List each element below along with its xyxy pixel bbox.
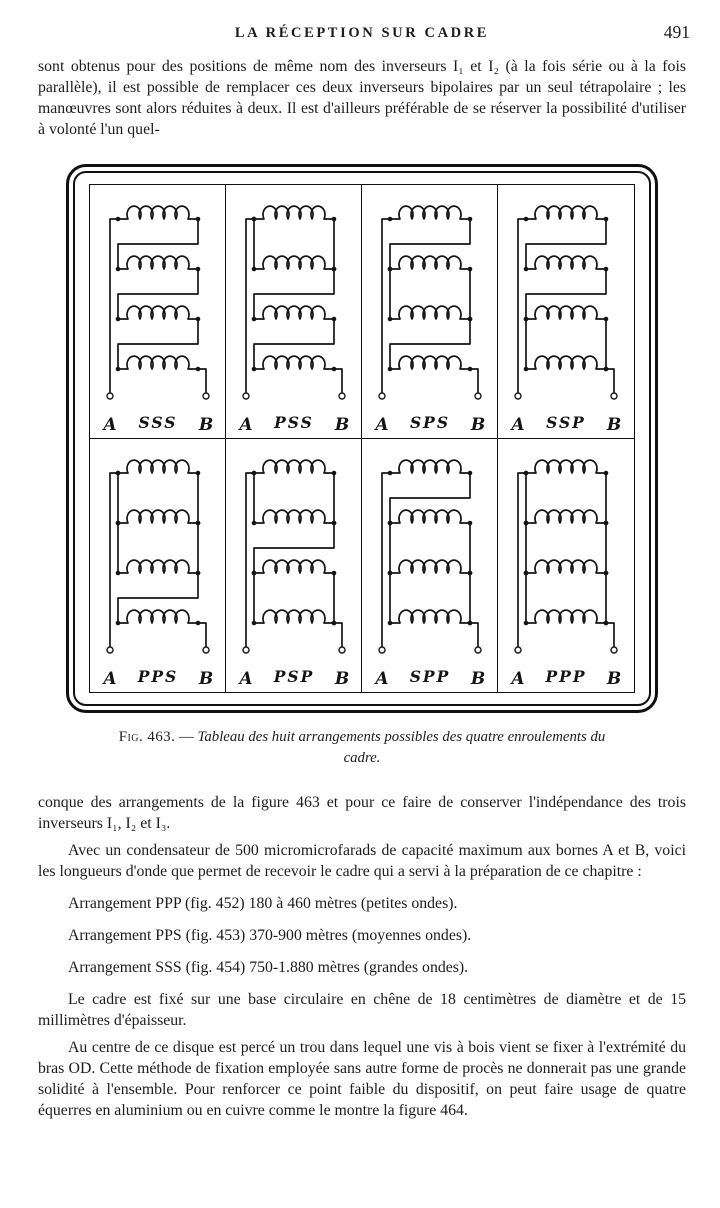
svg-text:SSP: SSP — [546, 413, 586, 432]
coil-diagram-psp — [226, 439, 362, 692]
svg-text:B: B — [198, 669, 214, 689]
svg-text:A: A — [375, 669, 389, 689]
circuit-panel — [226, 185, 362, 439]
svg-text:PPS: PPS — [137, 667, 179, 686]
circuit-panel — [362, 439, 498, 692]
caption-figure-label: Fig. 463. — [118, 729, 176, 745]
svg-text:A: A — [375, 415, 389, 435]
coil-diagram-spp — [362, 439, 498, 692]
svg-text:A: A — [103, 669, 117, 689]
figure-outer-frame — [66, 164, 658, 713]
paragraph-condensateur: Avec un condensateur de 500 micromicrofarads de capacité maximum aux bornes A et B, voici les longueurs d'onde que permet de recevoir le cadre qui a servi à la préparation de ce chapitre : — [38, 841, 686, 880]
svg-text:SPS: SPS — [409, 413, 451, 432]
svg-text:PSS: PSS — [274, 413, 314, 432]
svg-text:B: B — [606, 669, 622, 689]
circuit-panel — [90, 185, 226, 439]
paragraph-continuation-top: sont obtenus pour des positions de même nom des inverseurs I₁ et I₂ (à la fois série ou à la fois parallèle), il est possible de remplacer ces deux inverseurs bipolaires par un seul tétrapolaire ; les manœuvres sont alors réduites à deux. Il est d'ailleurs préférable de se réserver la possibilité d'utiliser à volonté l'un quel- — [38, 58, 686, 138]
circuit-panel — [90, 439, 226, 692]
svg-text:SPP: SPP — [409, 667, 451, 686]
svg-text:A: A — [511, 669, 525, 689]
page-number: 491 — [663, 22, 690, 42]
circuit-grid — [89, 184, 635, 693]
paragraph-base-circulaire: Le cadre est fixé sur une base circulaire en chêne de 18 centimètres de diamètre et de 15 millimètres d'épaisseur. — [38, 990, 686, 1029]
arrangement-line: Arrangement PPS (fig. 453) 370-900 mètres (moyennes ondes). — [68, 926, 472, 944]
svg-text:PPP: PPP — [545, 667, 587, 686]
paragraph-continuation-bottom: conque des arrangements de la figure 463 et pour ce faire de conserver l'indépendance des trois inverseurs I₁, I₂ et I₃. — [38, 793, 686, 832]
svg-text:B: B — [334, 669, 350, 689]
svg-text:A: A — [239, 669, 253, 689]
caption-text: Tableau des huit arrangements possibles des quatre enroulements du cadre. — [197, 729, 606, 767]
coil-diagram-pss — [226, 185, 362, 438]
svg-text:B: B — [334, 415, 350, 435]
circuit-panel — [498, 439, 634, 692]
figure-463 — [66, 164, 658, 713]
arrangement-line: Arrangement PPP (fig. 452) 180 à 460 mètres (petites ondes). — [68, 894, 458, 912]
caption-dash: — — [179, 729, 194, 745]
page-header — [38, 22, 690, 46]
svg-text:B: B — [606, 415, 622, 435]
svg-text:B: B — [470, 669, 486, 689]
paragraph-fixation: Au centre de ce disque est percé un trou dans lequel une vis à bois vient se fixer à l'extrémité du bras OD. Cette méthode de fixation employée sans autre forme de procès ne donnerait pas une grande solidité à l'ensemble. Pour renforcer ce point faible du dispositif, on peut faire usage de quatre équerres en aluminium ou en cuivre comme le montre la figure 464. — [38, 1038, 686, 1119]
svg-text:B: B — [470, 415, 486, 435]
svg-text:A: A — [103, 415, 117, 435]
coil-diagram-pps — [90, 439, 226, 692]
svg-text:PSP: PSP — [273, 667, 315, 686]
coil-diagram-sps — [362, 185, 498, 438]
figure-caption — [112, 727, 612, 770]
coil-diagram-ppp — [498, 439, 634, 692]
svg-text:B: B — [198, 415, 214, 435]
circuit-panel — [362, 185, 498, 439]
svg-text:A: A — [511, 415, 525, 435]
circuit-panel — [226, 439, 362, 692]
coil-diagram-sss — [90, 185, 226, 438]
arrangement-line: Arrangement SSS (fig. 454) 750-1.880 mètres (grandes ondes). — [68, 958, 469, 976]
running-title: LA RÉCEPTION SUR CADRE — [234, 25, 490, 41]
figure-inner-frame — [73, 171, 651, 706]
circuit-panel — [498, 185, 634, 439]
svg-text:A: A — [239, 415, 253, 435]
svg-text:SSS: SSS — [138, 413, 178, 432]
coil-diagram-ssp — [498, 185, 634, 438]
